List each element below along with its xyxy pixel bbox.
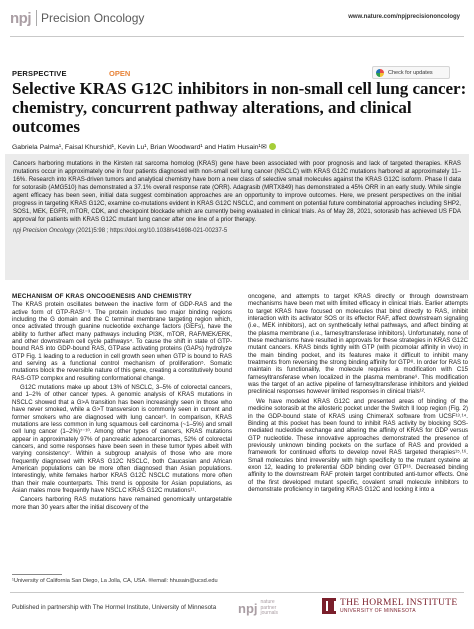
article-type: PERSPECTIVE: [12, 69, 67, 78]
article-title: Selective KRAS G12C inhibitors in non-small cell lung cancer: chemistry, concurrent pathway alterations, and clinical outcomes: [12, 79, 467, 136]
paragraph: Cancers harboring RAS mutations have remained genomically untargetable more than 30 years after the initial discovery of the: [12, 496, 232, 511]
paragraph: G12C mutations make up about 13% of NSCLC, 3–5% of colorectal cancers, and 1–2% of other cancer types. A genomic analysis of KRAS mutations in NSCLC showed that a G>A transition has been increasingly seen in those who have never smoked, while a G>T transversion is commonly seen in current and former smokers who are diagnosed with lung cancer⁶. In comparison, KRAS mutations are less common in lung squamous cell carcinoma (~1–5%) and small cell lung cancer (1–2%)⁷⁻¹⁰. Among other types of cancers, KRAS mutations appear in approximately 97% of pancreatic adenocarcinomas, 52% of colorectal cancers, and some responses have been seen in these tumor types albeit with varying consistency⁷. Within a subgroup analysis of those who are more frequently diagnosed with KRAS G12C NSCLC, both Caucasian and African American populations can be more often diagnosed than Asian populations. Interestingly, white females harbor KRAS G12C NSCLC mutations more often than their male counterparts. This trend is opposite for Asian populations, as Asian males more frequently have NSCLC KRAS G12C mutations¹¹.: [12, 384, 232, 494]
hormel-shield-icon: [322, 598, 336, 614]
paragraph: oncogene, and attempts to target KRAS directly or through downstream mechanisms have been met with limited efficacy in clinical trials. Earlier attempts to target KRAS have focused on molecules that bind directly to RAS, inhibit interaction with its activator SOS or its effector RAF, affect downstream signaling (i.e., MEK inhibitors), act on synthetically lethal pathways, and affect binding at the plasma membrane (i.e., farnesyltransferase inhibitors). Unfortunately, none of these mechanisms have resulted in approvals for these strategies in KRAS G12C mutant cancers. KRAS binds tightly with GTP (with picomolar affinity in vivo) in the main binding pocket, and its features make it difficult to inhibit many treatments from reversing the strong binding affinity for GTP⁸. In order for RAS to maintain its functionality, the molecule requires a modification with C15 farnesyltransferase when localized in the plasma membrane⁹. This modification was the target of an active pipeline of farnesyltransferase inhibitors and yielded preclinical responses however limited responses in clinical trials¹².: [248, 293, 468, 396]
paragraph: We have modeled KRAS G12C and presented areas of binding of the medicine sotorasib at the allosteric pocket under the Switch II loop region (Fig. 2) in the GDP-bound state of KRAS using ChimeraX software from UCSF¹³˒¹⁴. Binding at this pocket has been found to inhibit RAS activity by blocking SOS-mediated nucleotide exchange and altering the affinity of KRAS for GDP versus GTP nucleotide. These innovative approaches demonstrated the presence of previously unknown binding pockets on the surface of RAS and provided a framework for continued efforts to develop novel RAS targeted therapies¹⁵˒¹⁶. Small molecules bind irreversibly with high specificity to the mutant cysteine at exon 12, leading to preferential GDP binding over GTP¹⁶. Decreased binding affinity to the downstream RAF protein target contributed anti-tumor effects. One of the first developed mutant specific, covalent small molecule inhibitors to demonstrate proficiency in targeting KRAS G12C and locking it into a: [248, 397, 468, 493]
body-column-right: [248, 293, 468, 495]
hormel-wordmark: [340, 598, 458, 614]
hormel-institute-logo[interactable]: [322, 598, 458, 614]
abstract-text: Cancers harboring mutations in the Kirsten rat sarcoma homolog (KRAS) gene have been associated with poor prognosis and lack of targeted therapies. KRAS mutations occur in approximately one in four patients diagnosed with non-small cell lung cancer (NSCLC) with KRAS G12C mutations harbored at approximately 11–16%. Research into KRAS-driven tumors and analytical chemistry have born a new class of selective small molecules against the KRAS G12C isoform. Phase II data for sotorasib (AMG510) has demonstrated a 37.1% overall response rate (ORR). Adagrasib (MRTX849) has demonstrated a 45% ORR in an early study. While single agent efficacy has been seen, initial data suggest combination approaches are an opportunity to improve outcomes. Here, we present perspectives on the initial progress in targeting KRAS G12C, examine co-mutations evident in KRAS G12C NSCLC, and comment on potential future combinatorial approaches including SHP2, SOS1, MEK, EGFR, mTOR, CDK, and checkpoint blockade which are currently being evaluated in clinical trials. As of May 28, 2021, sotorasib has achieved US FDA approval for patients with KRAS G12C mutant lung cancer after one line of a prior therapy.: [13, 160, 461, 224]
paragraph: The KRAS protein oscillates between the inactive form of GDP-RAS and the active form of GTP-RAS¹⁻³. The protein includes two major binding regions including the G domain and the C terminal membrane targeting region which, once activated through guanine nucleotide exchange factors (GEFs), have the ability to further affect many pathways including PI3K, mTOR, RAF/MEK/ERK, and other downstream cell cycle pathways⁴. To cause the shift in state of GTP-bound RAS into GDP-bound RAS, GTPase activating proteins (GAPs) hydrolyze GTP Fig. 1 leading to a reduction in cell growth seen when GTP is bound to RAS and serving as a functional control mechanism of proliferation⁵. Somatic mutations block the reversible nature of this gene, creating a constitutively bound RAS-GTP complex and resulting conformational change.: [12, 301, 232, 382]
affiliation: ¹University of California San Diego, La Jolla, CA, USA. ✉email: hhusain@ucsd.edu: [12, 578, 218, 584]
citation-doi[interactable]: (2021)5:98 ; https://doi.org/10.1038/s41698-021-00237-5: [74, 228, 228, 235]
journal-name[interactable]: Precision Oncology: [41, 11, 145, 25]
nature-partner-journals-text: nature partner journals: [260, 599, 279, 616]
section-heading: MECHANISM OF KRAS ONCOGENESIS AND CHEMISTRY: [12, 293, 192, 300]
hormel-university: UNIVERSITY OF MINNESOTA: [340, 608, 416, 614]
nature-partner-journals-logo[interactable]: [238, 600, 291, 617]
published-in-partnership: Published in partnership with The Hormel Institute, University of Minnesota: [12, 604, 217, 611]
page-header: [0, 0, 474, 36]
crossmark-icon: [376, 69, 384, 77]
journal-url[interactable]: www.nature.com/npjprecisiononcology: [348, 14, 460, 20]
npj-logo[interactable]: npj: [10, 10, 31, 27]
header-rule: [10, 36, 464, 37]
body-column-left: [12, 293, 232, 513]
affiliation-rule: [12, 574, 62, 575]
citation-journal: npj Precision Oncology: [13, 228, 75, 235]
hormel-name: THE HORMEL INSTITUTE: [340, 598, 458, 608]
orcid-icon[interactable]: [269, 143, 276, 150]
logo-divider: [36, 10, 37, 26]
citation-line: [13, 228, 461, 234]
check-for-updates-button[interactable]: [372, 66, 450, 79]
check-for-updates-label: Check for updates: [388, 69, 433, 76]
open-access-label: OPEN: [109, 69, 131, 78]
authors-text[interactable]: Gabriela Palma¹, Faisal Khurshid¹, Kevin Lu¹, Brian Woodward¹ and Hatim Husain¹✉: [12, 144, 267, 151]
author-list: [12, 143, 462, 151]
abstract-box: [5, 154, 469, 280]
npj-footer-mark: npj: [238, 600, 258, 616]
footer-rule: [10, 592, 464, 593]
